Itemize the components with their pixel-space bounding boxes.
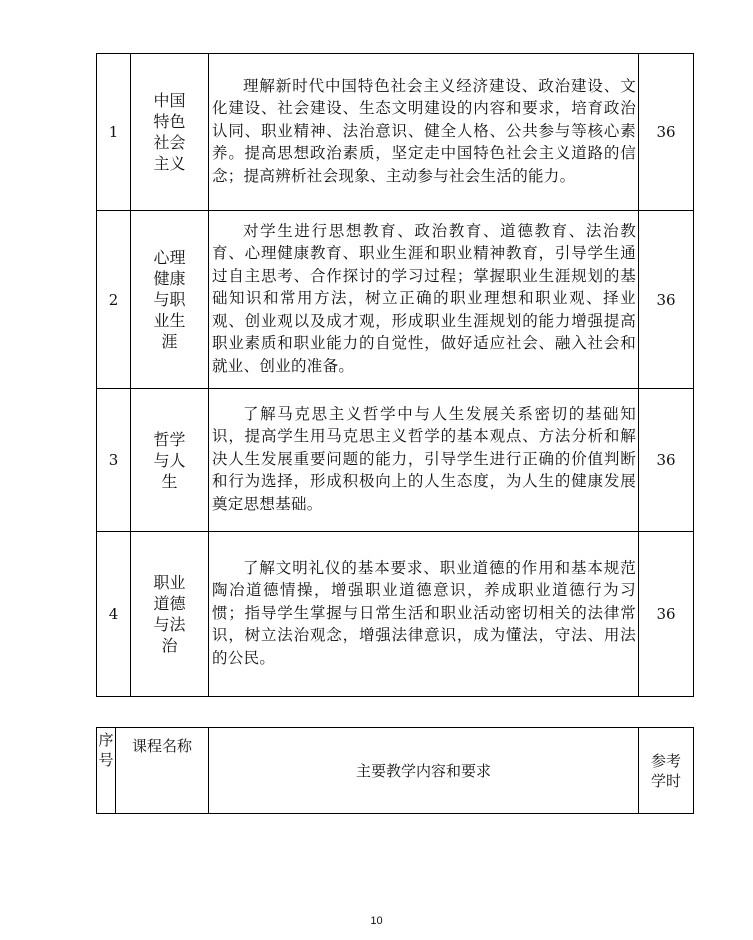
course-table: [96, 53, 694, 697]
course-number: 1: [97, 54, 131, 211]
table-row: [97, 211, 694, 389]
table-row: [97, 389, 694, 532]
course-name: 职业道德与法治: [153, 573, 186, 655]
course-number: 2: [97, 211, 131, 389]
course-hours: 36: [639, 211, 694, 389]
course-content: 了解马克思主义哲学中与人生发展关系密切的基础知识，提高学生用马克思主义哲学的基本观点、方法分析和解决人生发展重要问题的能力，引导学生进行正确的价值判断和行为选择，形成积极向上的人生态度，为人生的健康发展奠定思想基础。: [209, 389, 639, 532]
course-content: 理解新时代中国特色社会主义经济建设、政治建设、文化建设、社会建设、生态文明建设的内容和要求，培育政治认同、职业精神、法治意识、健全人格、公共参与等核心素养。提高思想政治素质，坚定走中国特色社会主义道路的信念；提高辨析社会现象、主动参与社会生活的能力。: [209, 54, 639, 211]
course-name: 哲学与人生: [153, 429, 186, 491]
header-number: 序号: [97, 728, 116, 814]
course-name-cell: [131, 532, 209, 697]
course-name-cell: [131, 211, 209, 389]
header-content: 主要教学内容和要求: [209, 728, 639, 814]
header-course-name: 课程名称: [116, 728, 209, 814]
course-name-cell: [131, 54, 209, 211]
header-row: [97, 728, 694, 814]
course-number: 3: [97, 389, 131, 532]
course-content: 了解文明礼仪的基本要求、职业道德的作用和基本规范陶冶道德情操，增强职业道德意识，养成职业道德行为习惯；指导学生掌握与日常生活和职业活动密切相关的法律常识，树立法治观念，增强法律意识，成为懂法，守法、用法的公民。: [209, 532, 639, 697]
course-hours: 36: [639, 54, 694, 211]
course-name: 中国特色社会主义: [153, 91, 186, 173]
course-number: 4: [97, 532, 131, 697]
course-hours: 36: [639, 389, 694, 532]
course-name-cell: [131, 389, 209, 532]
course-name: 心理健康与职业生涯: [153, 248, 186, 351]
course-hours: 36: [639, 532, 694, 697]
header-hours: 参考学时: [639, 728, 694, 814]
page-number: 10: [370, 915, 383, 927]
table-row: [97, 532, 694, 697]
course-content: 对学生进行思想教育、政治教育、道德教育、法治教育、心理健康教育、职业生涯和职业精神教育，引导学生通过自主思考、合作探讨的学习过程；掌握职业生涯规划的基础知识和常用方法，树立正确的职业理想和职业观、择业观、创业观以及成才观，形成职业生涯规划的能力增强提高职业素质和职业能力的自觉性，做好适应社会、融入社会和就业、创业的准备。: [209, 211, 639, 389]
table-row: [97, 54, 694, 211]
table-header: [96, 727, 694, 814]
